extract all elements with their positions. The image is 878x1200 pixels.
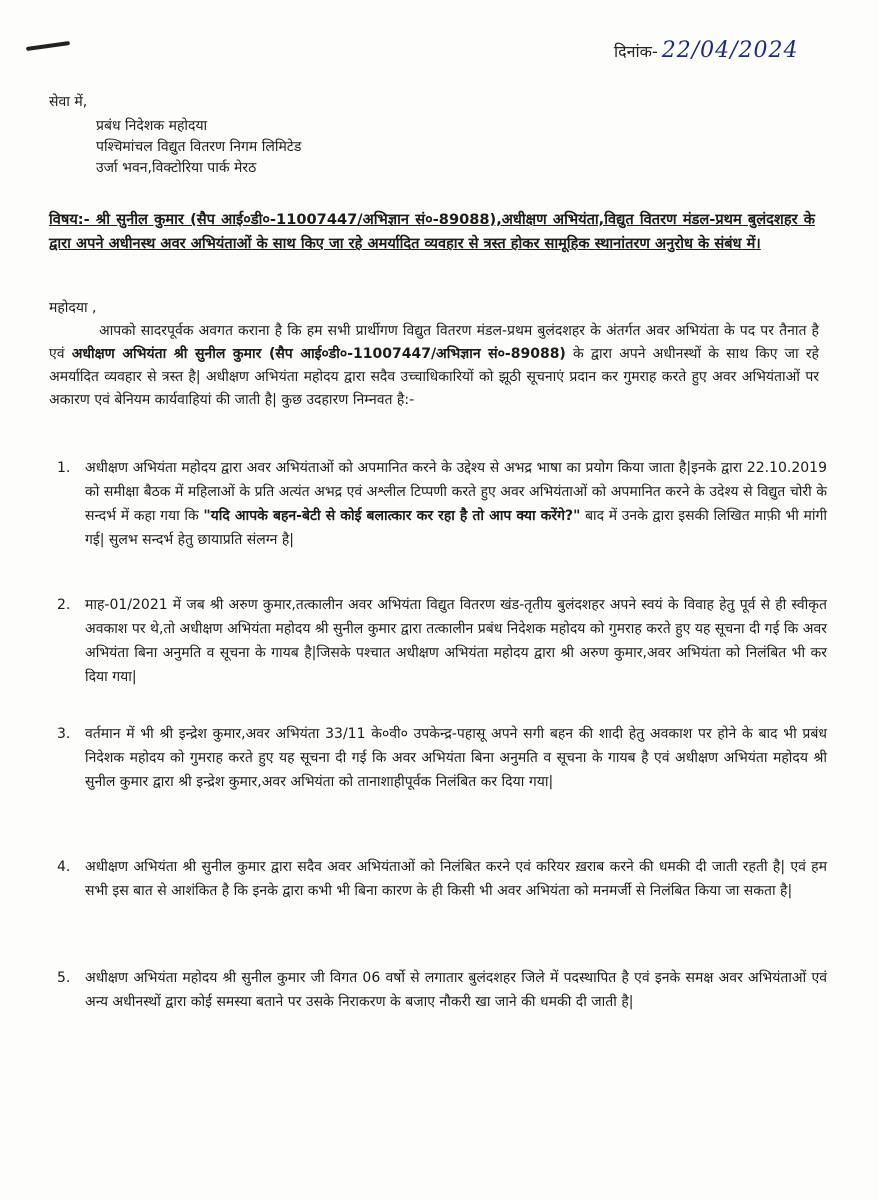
date-line — [614, 38, 799, 63]
date-value: 22/04/2024 — [661, 38, 799, 63]
list-item-text-part: वर्तमान में भी श्री इन्द्रेश कुमार,अवर अभियंता 33/11 के०वी० उपकेन्द्र-पहासू अपने सगी बहन की शादी हेतु अवकाश पर होने के बाद भी प्रबंध निदेशक महोदय को गुमराह करते हुए यह सूचना दी गई कि अवर अभियंता बिना अनुमति व सूचना के गायब है एवं अधीक्षण अभियंता महोदय श्री सुनील कुमार द्वारा श्री इन्द्रेश कुमार,अवर अभियंता को तानाशाहीपूर्वक निलंबित कर दिया गया| — [85, 726, 827, 790]
list-item-number: 4. — [57, 859, 71, 875]
list-item-bold-text: "यदि आपके बहन-बेटी से कोई बलात्कार कर रहा है तो आप क्या करेंगे?" — [203, 508, 581, 524]
salutation: सेवा में, — [49, 94, 88, 110]
pen-mark — [26, 41, 70, 51]
addressee-line: उर्जा भवन,विक्टोरिया पार्क मेरठ — [96, 160, 257, 176]
list-item-text-part: माह-01/2021 में जब श्री अरुण कुमार,तत्कालीन अवर अभियंता विद्युत वितरण खंड-तृतीय बुलंदशहर अपने स्वयं के विवाह हेतु पूर्व से ही स्वीकृत अवकाश पर थे,तो अधीक्षण अभियंता महोदय श्री सुनील कुमार द्वारा तत्कालीन प्रबंध निदेशक महोदय को गुमराह करते हुए यह सूचना दी गई कि अवर अभियंता बिना अनुमति व सूचना के गायब है|जिसके पश्चात अधीक्षण अभियंता महोदय द्वारा श्री अरुण कुमार,अवर अभियंता को निलंबित भी कर दिया गया| — [85, 597, 827, 685]
list-item-text — [85, 722, 827, 794]
greeting: महोदया , — [49, 300, 97, 316]
addressee-line: प्रबंध निदेशक महोदया — [96, 118, 208, 134]
list-item-text-part: अधीक्षण अभियंता श्री सुनील कुमार द्वारा सदैव अवर अभियंताओं को निलंबित करने एवं करियर ख़राब करने की धमकी दी जाती रहती है| एवं हम सभी इस बात से आशंकित है कि इनके द्वारा कभी भी बिना कारण के ही किसी भी अवर अभियंता को मनमर्जी से निलंबित किया जा सकता है| — [85, 859, 827, 899]
addressee-line: पश्चिमांचल विद्युत वितरण निगम लिमिटेड — [96, 139, 302, 155]
intro-paragraph — [49, 320, 819, 412]
list-item-number: 5. — [57, 970, 71, 986]
list-item-text — [85, 593, 827, 689]
intro-text: के द्वारा अपने अधीनस्थों के साथ किए जा रहे अमर्यादित व्यवहार से त्रस्त है| अधीक्षण अभियंता महोदय द्वारा सदैव उच्चाधिकारियों को झूठी सूचनाएं प्रदान कर गुमराह करते हुए अवर अभियंताओं पर अकारण एवं बेनियम कार्यवाहियां की जाती है| कुछ उदहारण निम्नवत है:- — [49, 346, 819, 408]
list-item-number: 2. — [57, 597, 71, 613]
list-item-text-part: अधीक्षण अभियंता महोदय द्वारा अवर अभियंताओं को अपमानित करने के उद्देश्य से अभद्र भाषा का प्रयोग किया जाता है|इनके द्वारा 22.10.2019 को समीक्षा बैठक में महिलाओं के प्रति अत्यंत अभद्र एवं अश्लील टिप्पणी करते हुए अवर अभियंताओं को अपमानित करने के उदेश्य से विद्युत चोरी के सन्दर्भ में कहा गया कि — [85, 460, 827, 524]
addressee-block — [96, 116, 301, 179]
list-item-text-part: अधीक्षण अभियंता महोदय श्री सुनील कुमार जी विगत 06 वर्षो से लगातार बुलंदशहर जिले में पदस्थापित है एवं इनके समक्ष अवर अभियंताओं एवं अन्य अधीनस्थों द्वारा कोई समस्या बताने पर उसके निराकरण के बजाए नौकरी खा जाने की धमकी दी जाती है| — [85, 970, 827, 1010]
subject-line: विषय:- श्री सुनील कुमार (सैप आई०डी०-11007447/अभिज्ञान सं०-89088),अधीक्षण अभियंता,विद्युत वितरण मंडल-प्रथम बुलंदशहर के द्वारा अपने अधीनस्थ अवर अभियंताओं के साथ किए जा रहे अमर्यादित व्यवहार से त्रस्त होकर सामूहिक स्थानांतरण अनुरोध के संबंध में। — [49, 211, 815, 252]
list-item-text-part: बाद में उनके द्वारा इसकी लिखित माफ़ी भी मांगी गई| सुलभ सन्दर्भ हेतु छायाप्रति संलग्न है| — [85, 508, 827, 548]
list-item-text — [85, 966, 827, 1014]
list-item-number: 3. — [57, 726, 71, 742]
date-label: दिनांक- — [614, 42, 658, 61]
list-item-text — [85, 456, 827, 552]
intro-text: आपको सादरपूर्वक अवगत कराना है कि हम सभी प्रार्थीगण विद्युत वितरण मंडल-प्रथम बुलंदशहर के अंतर्गत अवर अभियंता के पद पर तैनात है एवं — [49, 323, 819, 362]
intro-bold-text: अधीक्षण अभियंता श्री सुनील कुमार (सैप आई०डी०-11007447/अभिज्ञान सं०-89088) — [71, 346, 566, 362]
list-item-number: 1. — [57, 460, 71, 476]
list-item-text — [85, 855, 827, 903]
